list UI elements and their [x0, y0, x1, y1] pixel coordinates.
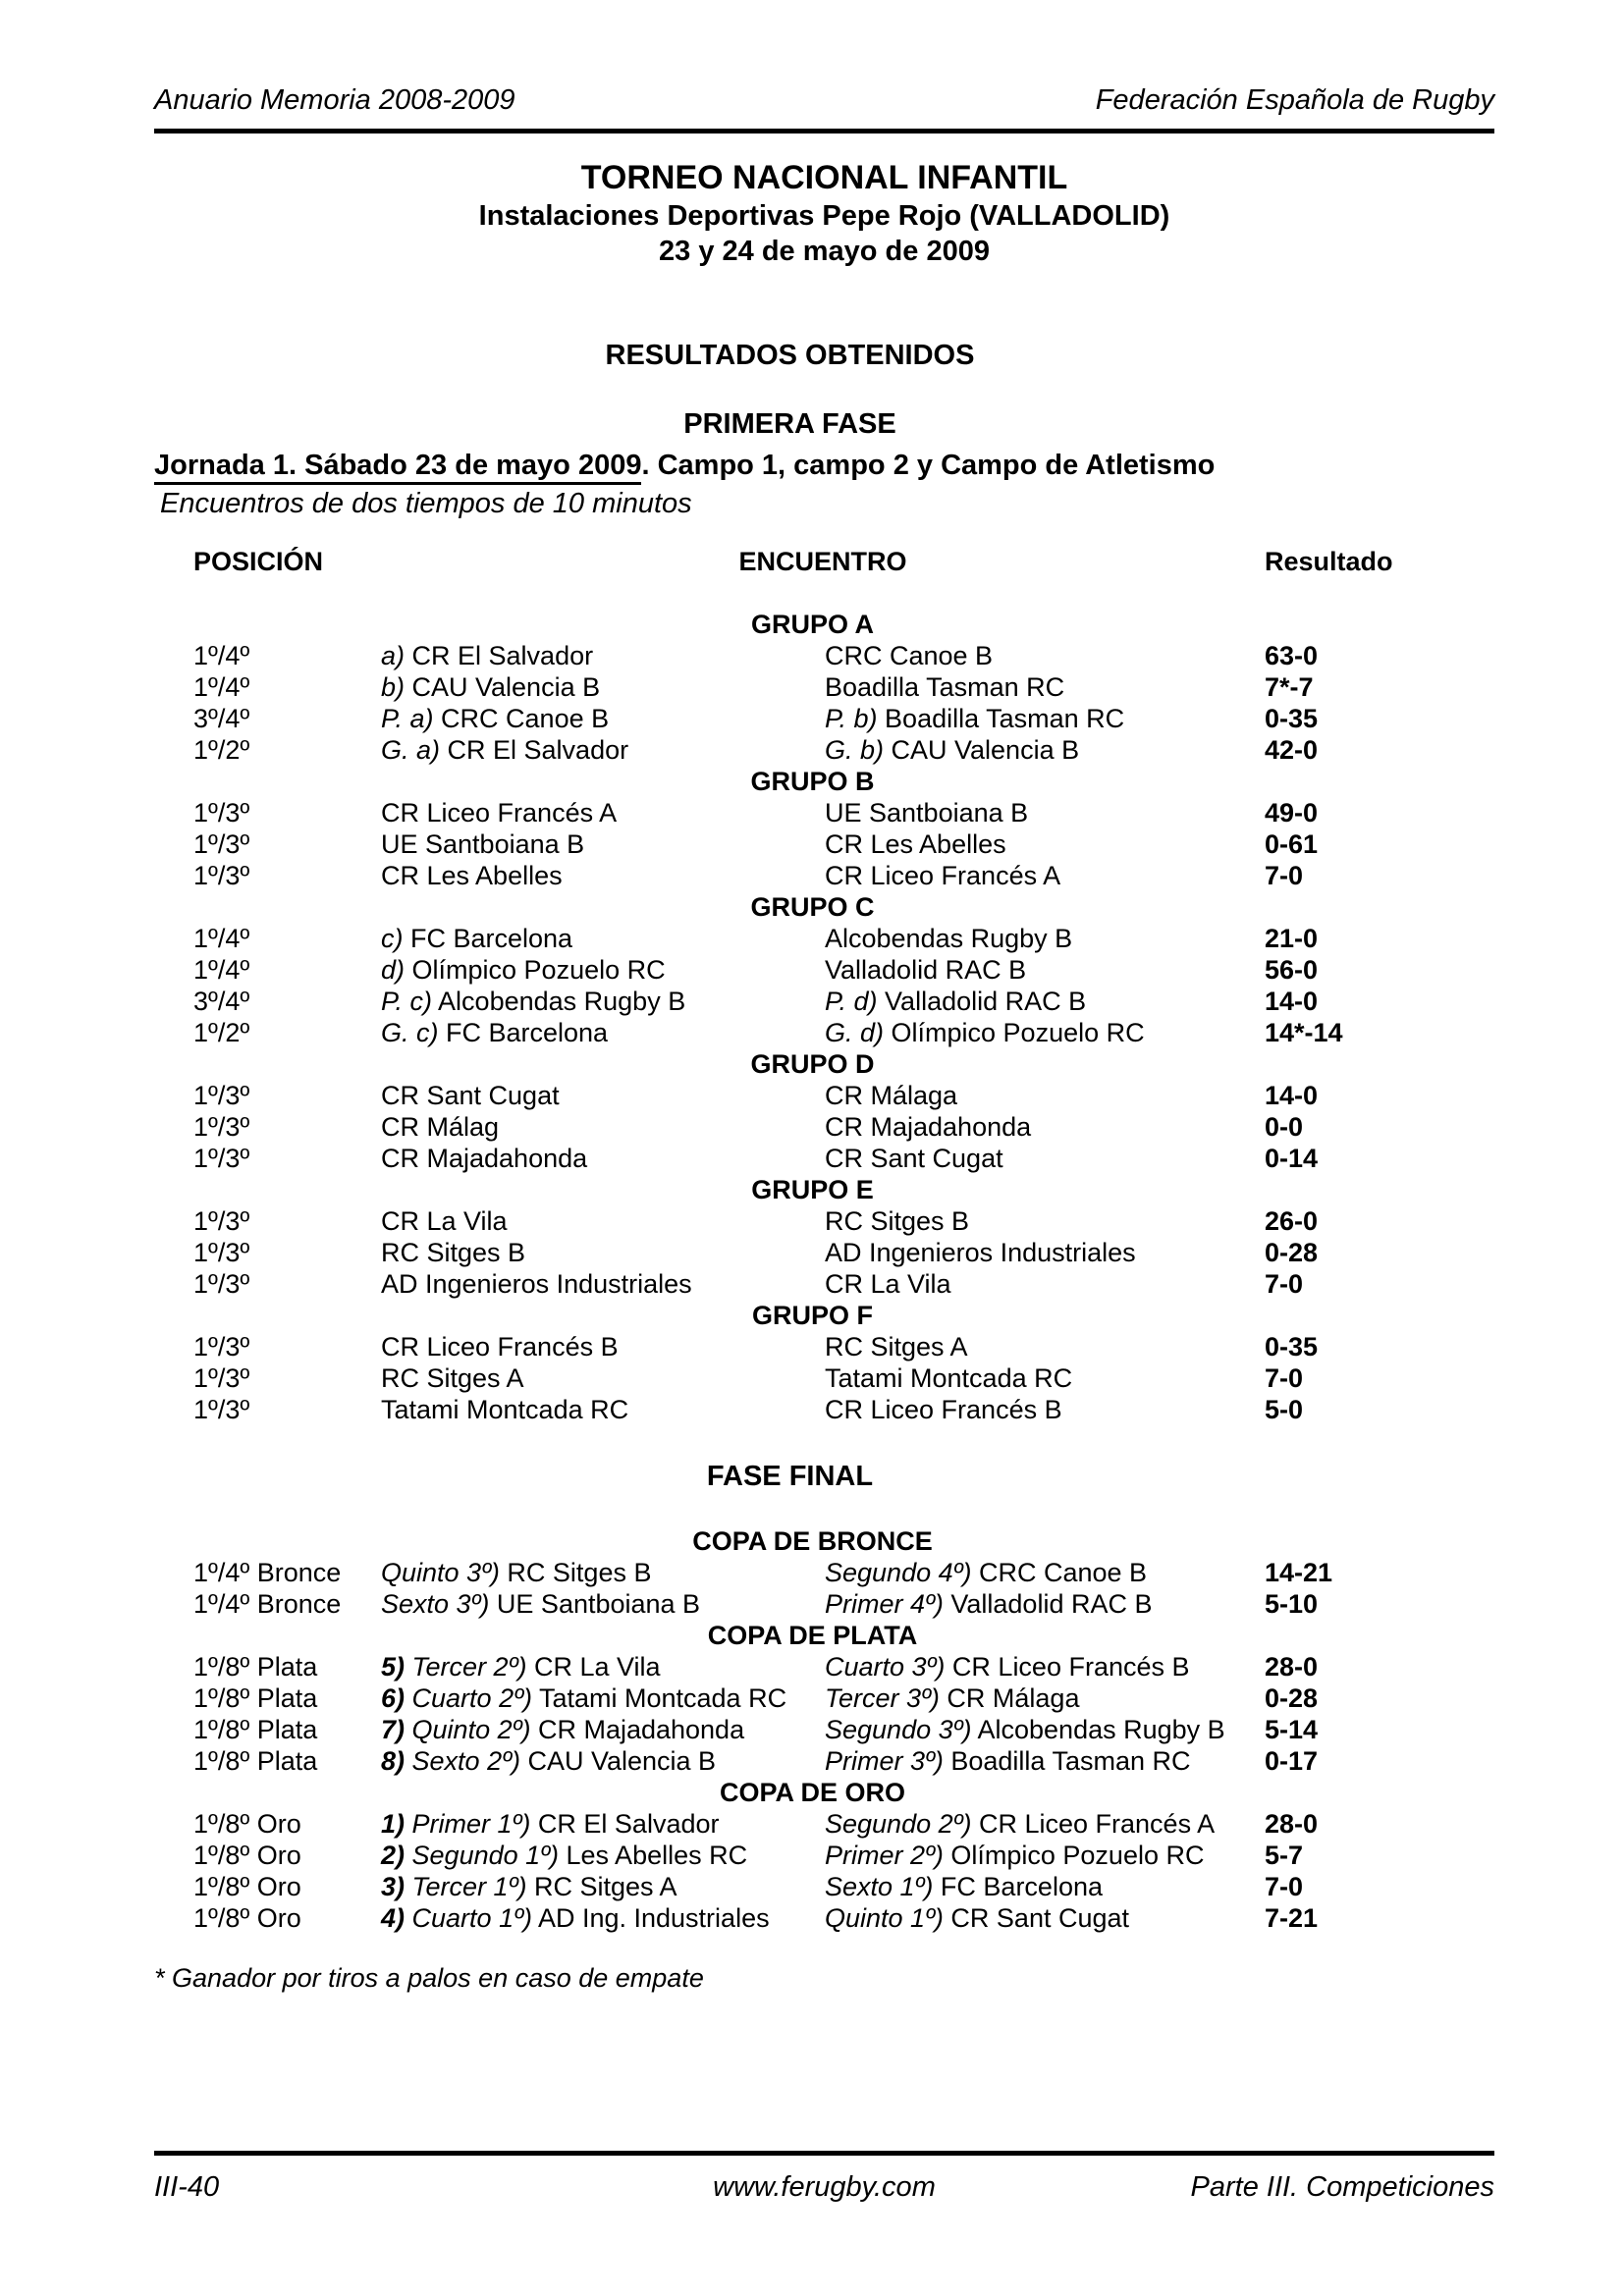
team-a-cell: 1) Primer 1º) CR El Salvador	[381, 1809, 720, 1839]
position-cell: 1º/4º	[193, 955, 250, 985]
result-cell: 0-28	[1265, 1238, 1319, 1267]
result-cell: 0-28	[1265, 1683, 1319, 1713]
jornada-underlined: Jornada 1. Sábado 23 de mayo 2009	[154, 450, 641, 485]
team-a-cell: CR Les Abelles	[381, 861, 563, 890]
match-row	[193, 1017, 1432, 1048]
footer-page-number: III-40	[154, 2171, 220, 2203]
match-row	[193, 671, 1432, 703]
team-a-cell: 4) Cuarto 1º) AD Ing. Industriales	[381, 1903, 770, 1933]
team-a-cell: RC Sitges A	[381, 1363, 524, 1393]
team-a-cell: RC Sitges B	[381, 1238, 526, 1267]
match-row	[193, 1557, 1432, 1588]
team-b-cell: CR Málaga	[825, 1081, 958, 1110]
position-cell: 1º/3º	[193, 798, 250, 828]
team-b-cell: Segundo 3º) Alcobendas Rugby B	[825, 1715, 1225, 1744]
footer-website: www.ferugby.com	[713, 2171, 936, 2203]
position-cell: 1º/2º	[193, 1018, 250, 1047]
team-a-cell: b) CAU Valencia B	[381, 672, 601, 702]
match-row	[193, 734, 1432, 766]
result-cell: 5-7	[1265, 1841, 1304, 1870]
position-cell: 1º/8º Oro	[193, 1872, 301, 1901]
team-a-cell: CR Majadahonda	[381, 1144, 588, 1173]
team-a-cell: CR Liceo Francés B	[381, 1332, 619, 1362]
header-left-text: Anuario Memoria 2008-2009	[154, 84, 515, 116]
team-a-cell: P. a) CRC Canoe B	[381, 704, 610, 733]
result-cell: 5-10	[1265, 1589, 1319, 1619]
result-cell: 7-0	[1265, 861, 1304, 890]
result-cell: 28-0	[1265, 1809, 1319, 1839]
match-row	[193, 703, 1432, 734]
group-header: GRUPO B	[750, 767, 875, 796]
section-final-phase-title: FASE FINAL	[706, 1461, 874, 1492]
team-b-cell: Primer 2º) Olímpico Pozuelo RC	[825, 1841, 1205, 1870]
result-cell: 0-14	[1265, 1144, 1319, 1173]
team-b-cell: Cuarto 3º) CR Liceo Francés B	[825, 1652, 1190, 1682]
footer-section-name: Parte III. Competiciones	[1190, 2171, 1494, 2203]
team-a-cell: c) FC Barcelona	[381, 924, 573, 953]
team-b-cell: Quinto 1º) CR Sant Cugat	[825, 1903, 1130, 1933]
team-b-cell: RC Sitges B	[825, 1206, 970, 1236]
team-a-cell: UE Santboiana B	[381, 829, 585, 859]
team-a-cell: 5) Tercer 2º) CR La Vila	[381, 1652, 661, 1682]
team-a-cell: 6) Cuarto 2º) Tatami Montcada RC	[381, 1683, 787, 1713]
match-row	[193, 954, 1432, 986]
match-row	[193, 828, 1432, 860]
position-cell: 1º/3º	[193, 829, 250, 859]
group-header: COPA DE BRONCE	[692, 1526, 933, 1556]
section-results-title: RESULTADOS OBTENIDOS	[605, 340, 975, 371]
team-a-cell: CR Sant Cugat	[381, 1081, 560, 1110]
group-header: GRUPO C	[750, 892, 875, 922]
match-row	[193, 923, 1432, 954]
team-b-cell: RC Sitges A	[825, 1332, 968, 1362]
result-cell: 0-35	[1265, 1332, 1319, 1362]
header-right-text: Federación Española de Rugby	[1095, 84, 1494, 116]
team-a-cell: d) Olímpico Pozuelo RC	[381, 955, 666, 985]
result-cell: 56-0	[1265, 955, 1319, 985]
result-cell: 7-0	[1265, 1872, 1304, 1901]
team-a-cell: Sexto 3º) UE Santboiana B	[381, 1589, 701, 1619]
position-cell: 1º/3º	[193, 1206, 250, 1236]
section-phase1-title: PRIMERA FASE	[683, 408, 896, 440]
group-header: COPA DE PLATA	[707, 1621, 918, 1650]
position-cell: 1º/3º	[193, 1363, 250, 1393]
team-b-cell: Sexto 1º) FC Barcelona	[825, 1872, 1103, 1901]
group-header: GRUPO F	[751, 1301, 873, 1330]
result-cell: 63-0	[1265, 641, 1319, 670]
team-b-cell: CR Liceo Francés B	[825, 1395, 1062, 1424]
team-a-cell: P. c) Alcobendas Rugby B	[381, 987, 686, 1016]
match-row	[193, 986, 1432, 1017]
team-a-cell: CR Liceo Francés A	[381, 798, 618, 828]
team-a-cell: Tatami Montcada RC	[381, 1395, 629, 1424]
result-cell: 14-0	[1265, 987, 1319, 1016]
match-row	[193, 797, 1432, 828]
match-row	[193, 1394, 1432, 1425]
match-row	[193, 1682, 1432, 1714]
team-a-cell: Quinto 3º) RC Sitges B	[381, 1558, 652, 1587]
team-b-cell: Tatami Montcada RC	[825, 1363, 1073, 1393]
match-row	[193, 1268, 1432, 1300]
page-title: TORNEO NACIONAL INFANTIL	[580, 159, 1068, 196]
team-a-cell: G. c) FC Barcelona	[381, 1018, 609, 1047]
position-cell: 1º/8º Oro	[193, 1841, 301, 1870]
result-cell: 14-0	[1265, 1081, 1319, 1110]
team-a-cell: CR Málag	[381, 1112, 500, 1142]
column-header-position: POSICIÓN	[193, 547, 324, 576]
result-cell: 7-0	[1265, 1363, 1304, 1393]
fase-final-table	[193, 1525, 1432, 1934]
result-cell: 26-0	[1265, 1206, 1319, 1236]
position-cell: 1º/8º Oro	[193, 1809, 301, 1839]
position-cell: 3º/4º	[193, 704, 250, 733]
match-row	[193, 1902, 1432, 1934]
match-row	[193, 1205, 1432, 1237]
match-duration-note: Encuentros de dos tiempos de 10 minutos	[160, 488, 692, 519]
position-cell: 1º/3º	[193, 1081, 250, 1110]
match-row	[193, 860, 1432, 891]
position-cell: 1º/8º Plata	[193, 1746, 318, 1776]
result-cell: 7-0	[1265, 1269, 1304, 1299]
position-cell: 1º/3º	[193, 1269, 250, 1299]
position-cell: 1º/3º	[193, 1332, 250, 1362]
match-row	[193, 1651, 1432, 1682]
group-header: COPA DE ORO	[719, 1778, 905, 1807]
page-subtitle-venue: Instalaciones Deportivas Pepe Rojo (VALLADOLID)	[478, 200, 1170, 232]
team-b-cell: Primer 3º) Boadilla Tasman RC	[825, 1746, 1191, 1776]
team-b-cell: G. b) CAU Valencia B	[825, 735, 1080, 765]
match-row	[193, 1745, 1432, 1777]
position-cell: 1º/4º Bronce	[193, 1589, 342, 1619]
position-cell: 1º/3º	[193, 1238, 250, 1267]
match-row	[193, 1808, 1432, 1840]
position-cell: 1º/3º	[193, 1395, 250, 1424]
team-b-cell: Primer 4º) Valladolid RAC B	[825, 1589, 1153, 1619]
result-cell: 42-0	[1265, 735, 1319, 765]
team-b-cell: Tercer 3º) CR Málaga	[825, 1683, 1080, 1713]
team-a-cell: a) CR El Salvador	[381, 641, 594, 670]
match-row	[193, 1237, 1432, 1268]
match-row	[193, 1714, 1432, 1745]
team-b-cell: UE Santboiana B	[825, 798, 1029, 828]
team-b-cell: CR Les Abelles	[825, 829, 1006, 859]
team-b-cell: CR Sant Cugat	[825, 1144, 1003, 1173]
result-cell: 0-35	[1265, 704, 1319, 733]
column-headers-row	[193, 546, 1432, 577]
position-cell: 1º/4º	[193, 641, 250, 670]
team-b-cell: P. d) Valladolid RAC B	[825, 987, 1087, 1016]
tie-break-footnote: * Ganador por tiros a palos en caso de empate	[154, 1963, 704, 1993]
group-header: GRUPO A	[750, 610, 874, 639]
match-row	[193, 1588, 1432, 1620]
result-cell: 14-21	[1265, 1558, 1333, 1587]
result-cell: 14*-14	[1265, 1018, 1343, 1047]
position-cell: 1º/8º Plata	[193, 1715, 318, 1744]
position-cell: 1º/3º	[193, 861, 250, 890]
result-cell: 7-21	[1265, 1903, 1319, 1933]
position-cell: 3º/4º	[193, 987, 250, 1016]
position-cell: 1º/3º	[193, 1144, 250, 1173]
team-a-cell: CR La Vila	[381, 1206, 508, 1236]
group-header: GRUPO E	[751, 1175, 874, 1204]
team-b-cell: Segundo 4º) CRC Canoe B	[825, 1558, 1148, 1587]
position-cell: 1º/4º	[193, 924, 250, 953]
result-cell: 21-0	[1265, 924, 1319, 953]
result-cell: 0-61	[1265, 829, 1319, 859]
team-b-cell: G. d) Olímpico Pozuelo RC	[825, 1018, 1145, 1047]
jornada-heading	[154, 450, 1215, 482]
title-block	[154, 157, 1494, 269]
match-row	[193, 1871, 1432, 1902]
team-b-cell: CRC Canoe B	[825, 641, 994, 670]
position-cell: 1º/4º	[193, 672, 250, 702]
team-b-cell: P. b) Boadilla Tasman RC	[825, 704, 1125, 733]
match-row	[193, 1111, 1432, 1143]
result-cell: 5-14	[1265, 1715, 1319, 1744]
result-cell: 0-0	[1265, 1112, 1304, 1142]
team-b-cell: Boadilla Tasman RC	[825, 672, 1065, 702]
team-b-cell: Valladolid RAC B	[825, 955, 1027, 985]
team-b-cell: AD Ingenieros Industriales	[825, 1238, 1136, 1267]
team-b-cell: Segundo 2º) CR Liceo Francés A	[825, 1809, 1216, 1839]
result-cell: 5-0	[1265, 1395, 1304, 1424]
result-cell: 28-0	[1265, 1652, 1319, 1682]
primera-fase-table	[193, 609, 1432, 1425]
position-cell: 1º/8º Plata	[193, 1652, 318, 1682]
position-cell: 1º/3º	[193, 1112, 250, 1142]
team-a-cell: 3) Tercer 1º) RC Sitges A	[381, 1872, 677, 1901]
jornada-rest: . Campo 1, campo 2 y Campo de Atletismo	[641, 450, 1216, 481]
result-cell: 49-0	[1265, 798, 1319, 828]
position-cell: 1º/4º Bronce	[193, 1558, 342, 1587]
result-cell: 7*-7	[1265, 672, 1314, 702]
running-header	[154, 0, 1494, 133]
position-cell: 1º/8º Plata	[193, 1683, 318, 1713]
result-cell: 0-17	[1265, 1746, 1319, 1776]
position-cell: 1º/2º	[193, 735, 250, 765]
team-b-cell: CR Liceo Francés A	[825, 861, 1061, 890]
match-row	[193, 1080, 1432, 1111]
match-row	[193, 1362, 1432, 1394]
match-row	[193, 640, 1432, 671]
column-header-result: Resultado	[1265, 547, 1393, 576]
group-header: GRUPO D	[750, 1049, 875, 1079]
column-header-match: ENCUENTRO	[738, 547, 907, 576]
team-a-cell: 7) Quinto 2º) CR Majadahonda	[381, 1715, 745, 1744]
running-footer	[154, 2151, 1494, 2204]
page-subtitle-date: 23 y 24 de mayo de 2009	[659, 236, 990, 267]
match-row	[193, 1840, 1432, 1871]
team-a-cell: 2) Segundo 1º) Les Abelles RC	[381, 1841, 748, 1870]
position-cell: 1º/8º Oro	[193, 1903, 301, 1933]
match-row	[193, 1143, 1432, 1174]
team-b-cell: CR La Vila	[825, 1269, 951, 1299]
team-a-cell: 8) Sexto 2º) CAU Valencia B	[381, 1746, 717, 1776]
team-a-cell: G. a) CR El Salvador	[381, 735, 629, 765]
team-b-cell: Alcobendas Rugby B	[825, 924, 1073, 953]
match-row	[193, 1331, 1432, 1362]
team-a-cell: AD Ingenieros Industriales	[381, 1269, 692, 1299]
team-b-cell: CR Majadahonda	[825, 1112, 1032, 1142]
